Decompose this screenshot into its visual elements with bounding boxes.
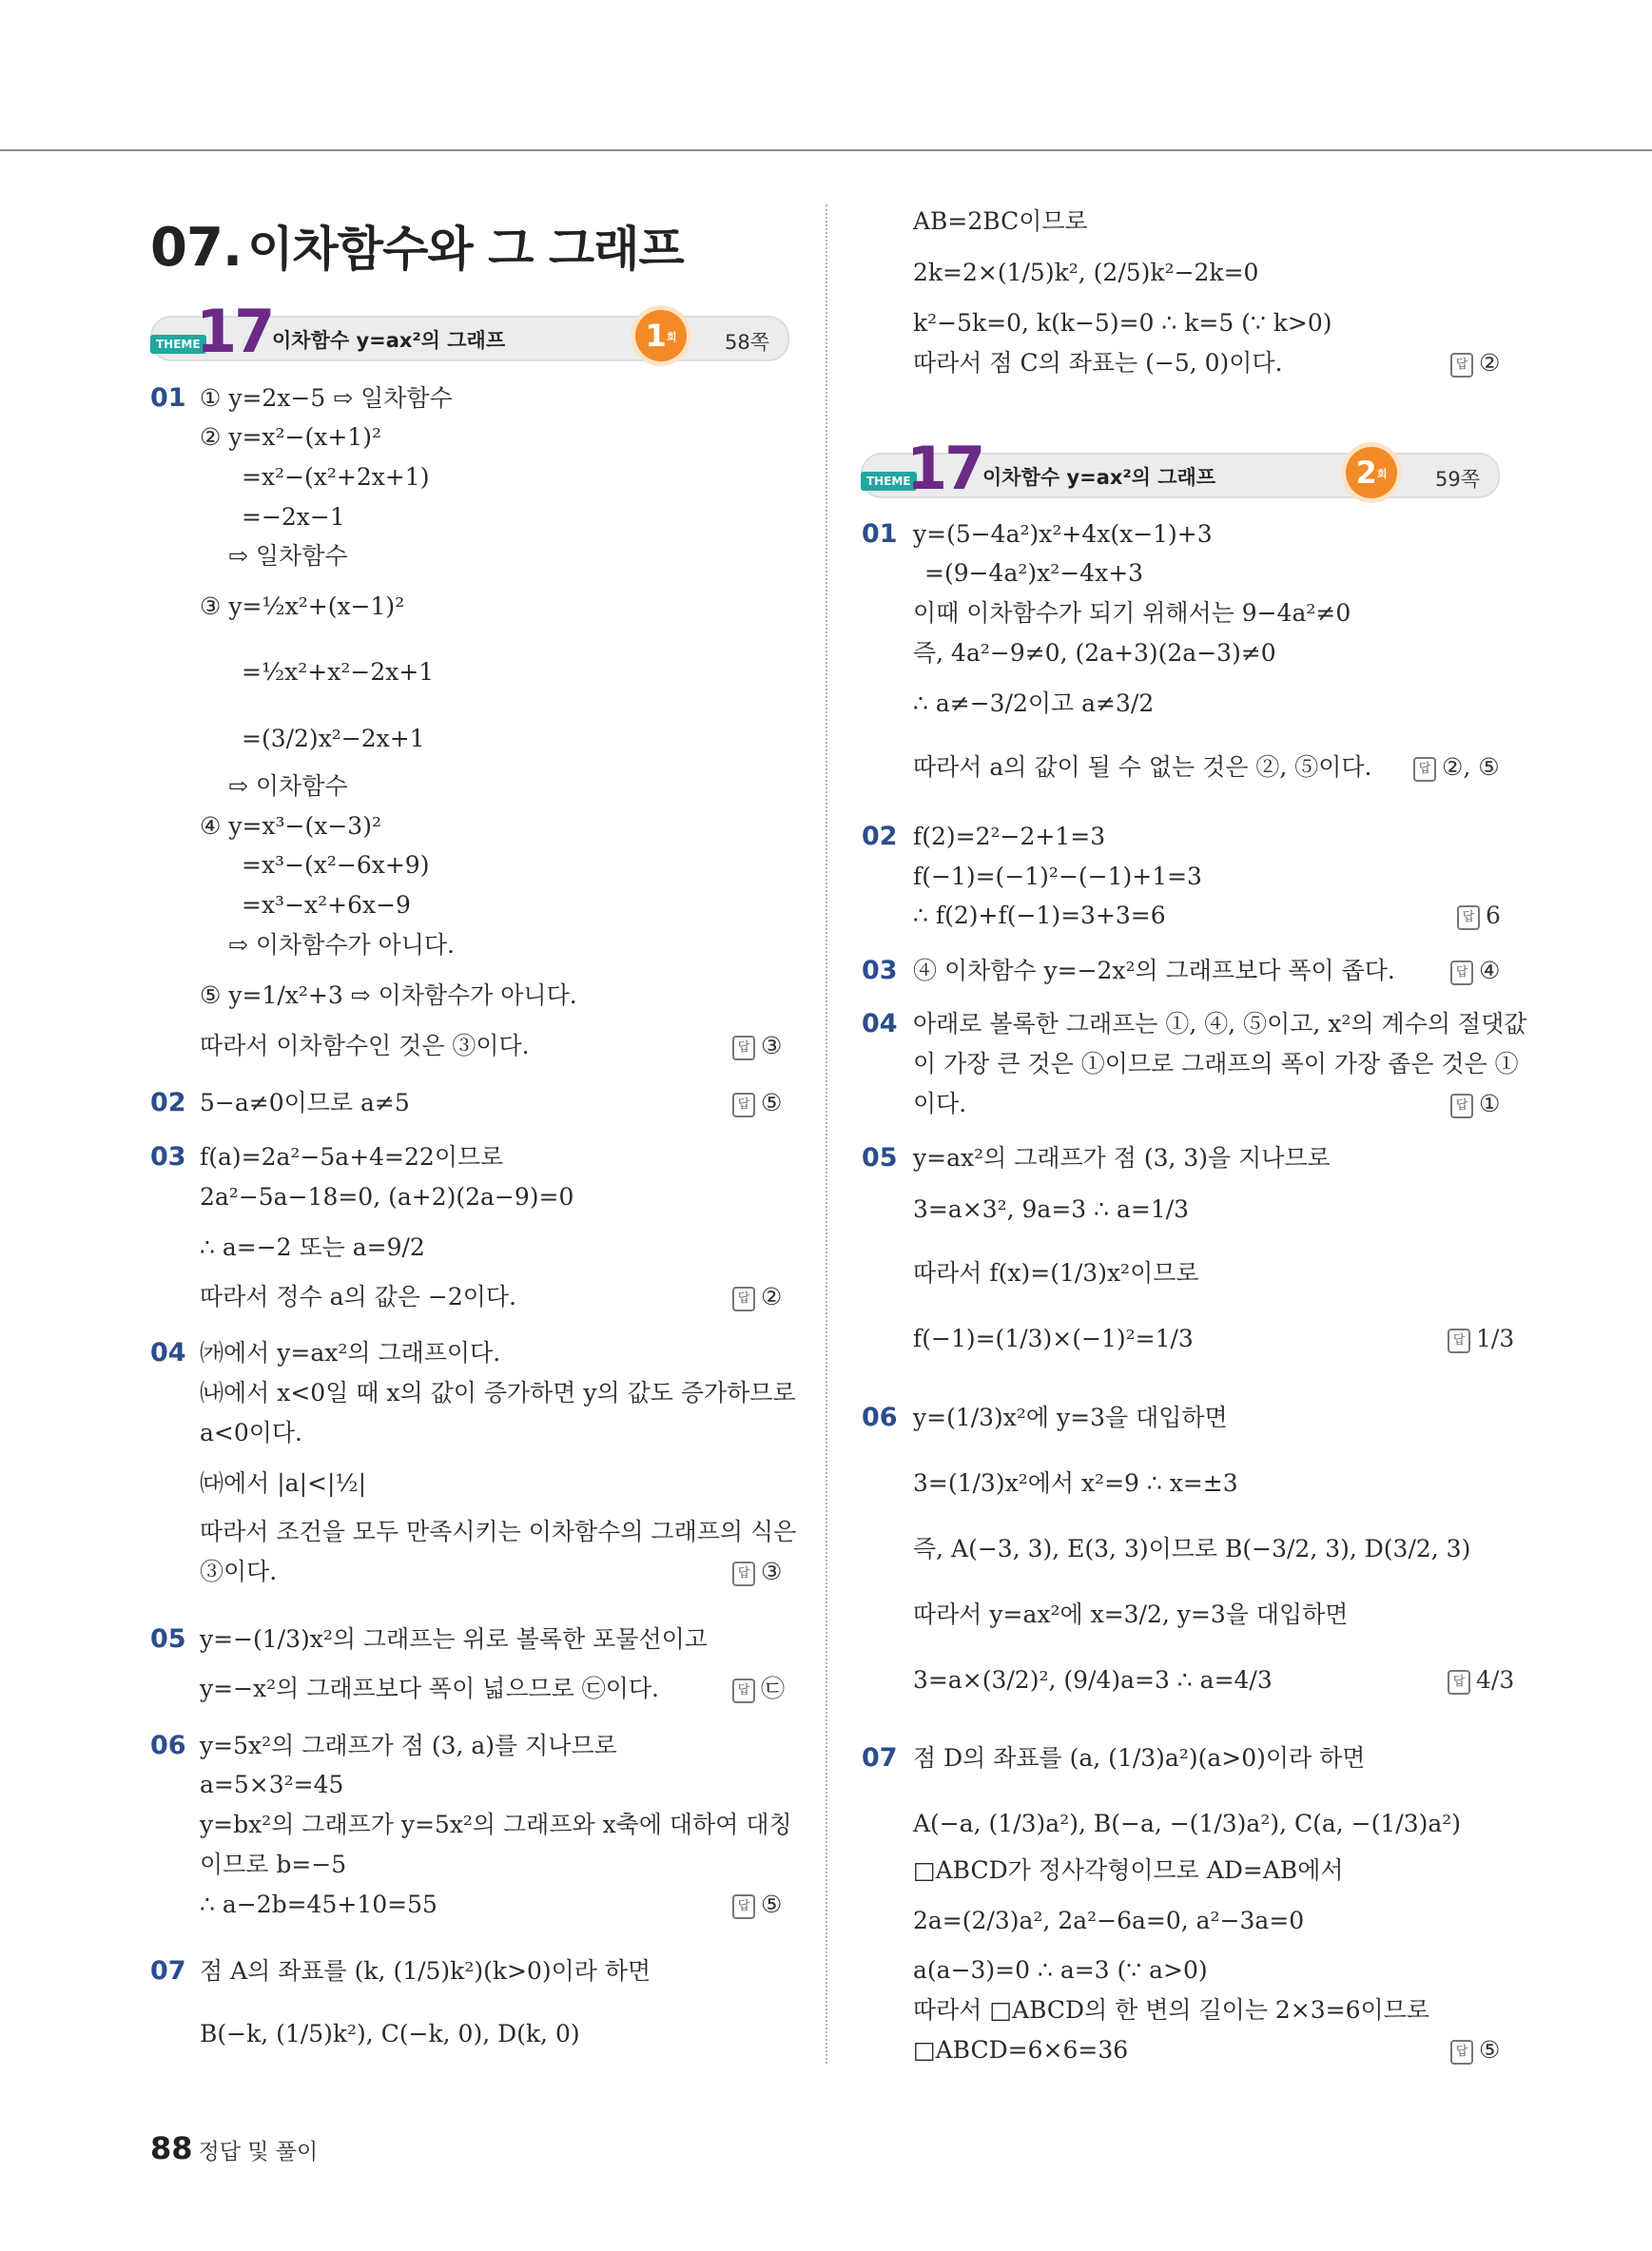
answer-value: 6 [1486,902,1501,929]
answer [732,1675,785,1703]
answer-value: ⑤ [1479,2036,1501,2064]
round-badge [1346,447,1397,498]
solution-line: ⑤ y=1/x²+3 ⇨ 이차함수가 아니다. [200,981,577,1009]
page-number: 88 [150,2130,193,2166]
solution-line: 따라서 y=ax²에 x=3/2, y=3을 대입하면 [913,1601,1349,1628]
solution-line: B(−k, (1/5)k²), C(−k, 0), D(k, 0) [200,2020,580,2047]
question-number: 02 [150,1088,186,1117]
answer [1457,902,1501,930]
footer-label: 정답 및 풀이 [198,2140,319,2164]
answer-icon: 답 [732,1679,755,1703]
answer-value: ③ [761,1032,783,1059]
answer-icon: 답 [1448,1670,1470,1695]
solution-line: 3=a×3², 9a=3 ∴ a=1/3 [913,1195,1190,1223]
theme-title: 이차함수 y=ax²의 그래프 [272,329,506,352]
solution-line: ③이다. [200,1558,278,1585]
solution-line: ⇨ 이차함수가 아니다. [228,931,455,959]
answer [1450,1090,1500,1118]
solution-line: =(3/2)x²−2x+1 [242,725,425,752]
solution-line: ∴ a−2b=45+10=55 [200,1891,437,1918]
column-divider [826,204,827,2064]
solution-line: 2k=2×(1/5)k², (2/5)k²−2k=0 [913,259,1259,286]
solution-line: ② y=x²−(x+1)² [200,423,381,451]
solution-line: y=−(1/3)x²의 그래프는 위로 볼록한 포물선이고 [200,1625,708,1653]
solution-line: 이므로 b=−5 [200,1851,347,1878]
answer-value: 1/3 [1476,1325,1515,1352]
solution-line: 2a²−5a−18=0, (a+2)(2a−9)=0 [200,1183,574,1211]
solution-line: ⇨ 이차함수 [228,772,348,800]
solution-line: 따라서 점 C의 좌표는 (−5, 0)이다. [913,349,1283,377]
solution-line: 점 A의 좌표를 (k, (1/5)k²)(k>0)이라 하면 [200,1957,651,1985]
answer-icon: 답 [732,1562,755,1586]
theme-banner-2 [861,434,1500,503]
answer-icon: 답 [1450,961,1473,985]
answer [732,1032,782,1060]
question-number: 01 [862,519,898,549]
solution-line: k²−5k=0, k(k−5)=0 ∴ k=5 (∵ k>0) [913,309,1332,337]
question-number: 04 [150,1338,186,1368]
solution-line: y=(5−4a²)x²+4x(x−1)+3 [913,520,1213,548]
solution-line: 따라서 이차함수인 것은 ③이다. [200,1032,530,1059]
solution-line: □ABCD=6×6=36 [913,2036,1129,2064]
solution-line: =x³−(x²−6x+9) [242,851,430,879]
answer-icon: 답 [732,1036,755,1060]
theme-tag: THEME [861,472,917,491]
question-number: 03 [862,956,898,985]
solution-line: =(9−4a²)x²−4x+3 [924,559,1144,587]
theme-number: 17 [906,434,983,503]
solution-line: 3=(1/3)x²에서 x²=9 ∴ x=±3 [913,1469,1238,1497]
answer-value: ㉢ [761,1675,786,1702]
solution-line: 3=a×(3/2)², (9/4)a=3 ∴ a=4/3 [913,1666,1273,1694]
solution-line: A(−a, (1/3)a²), B(−a, −(1/3)a²), C(a, −(1/3)a²) [913,1810,1462,1837]
solution-line: AB=2BC이므로 [913,207,1088,235]
question-number: 07 [862,1743,898,1773]
solution-line: y=5x²의 그래프가 점 (3, a)를 지나므로 [200,1732,617,1759]
answer-value: 4/3 [1476,1666,1515,1694]
solution-line: 점 D의 좌표를 (a, (1/3)a²)(a>0)이라 하면 [913,1744,1366,1772]
solution-line: ㈏에서 x<0일 때 x의 값이 증가하면 y의 값도 증가하므로 [200,1379,796,1407]
solution-line: 이다. [913,1090,967,1117]
round-suffix: 회 [666,331,677,343]
solution-line: ∴ a=−2 또는 a=9/2 [200,1233,425,1261]
solution-line: ㈐에서 |a|<|½| [200,1469,367,1497]
question-number: 01 [150,383,186,413]
solution-line: 5−a≠0이므로 a≠5 [200,1089,410,1116]
round-number: 2 [1355,455,1377,491]
answer-value: ② [1479,349,1501,377]
solution-line: f(a)=2a²−5a+4=22이므로 [200,1143,504,1171]
theme-number: 17 [196,297,273,366]
solution-line: 아래로 볼록한 그래프는 ①, ④, ⑤이고, x²의 계수의 절댓값 [913,1010,1527,1038]
solution-line: f(−1)=(1/3)×(−1)²=1/3 [913,1325,1194,1352]
solution-line: y=bx²의 그래프가 y=5x²의 그래프와 x축에 대하여 대칭 [200,1811,792,1838]
round-suffix: 회 [1376,468,1388,480]
solution-line: =x²−(x²+2x+1) [242,463,430,491]
answer-value: ⑤ [761,1891,783,1918]
answer-icon: 답 [732,1093,755,1117]
answer [732,1558,782,1586]
answer-value: ② [761,1283,783,1310]
solution-line: y=−x²의 그래프보다 폭이 넓으므로 ㉢이다. [200,1675,659,1702]
solution-line: ④ 이차함수 y=−2x²의 그래프보다 폭이 좁다. [913,957,1395,984]
solution-line: a(a−3)=0 ∴ a=3 (∵ a>0) [913,1956,1208,1984]
question-number: 05 [862,1143,898,1173]
answer-value: ③ [761,1558,783,1585]
solution-line: f(2)=2²−2+1=3 [913,823,1106,850]
solution-line: 따라서 조건을 모두 만족시키는 이차함수의 그래프의 식은 [200,1518,797,1545]
answer [732,1891,782,1919]
solution-line: 즉, 4a²−9≠0, (2a+3)(2a−3)≠0 [913,639,1276,667]
solution-line: ∴ f(2)+f(−1)=3+3=6 [913,902,1166,929]
question-number: 06 [862,1403,898,1432]
answer-icon: 답 [1457,905,1480,930]
answer-icon: 답 [1450,2040,1473,2065]
answer-icon: 답 [732,1287,755,1311]
answer [1450,349,1500,378]
solution-line: ⇨ 일차함수 [228,542,348,570]
solution-line: a=5×3²=45 [200,1771,344,1798]
solution-line: ③ y=½x²+(x−1)² [200,592,405,620]
answer-icon: 답 [1450,353,1473,378]
solution-line: 즉, A(−3, 3), E(3, 3)이므로 B(−3/2, 3), D(3/2, 3) [913,1535,1471,1562]
chapter-title [150,211,684,280]
answer-icon: 답 [1450,1094,1473,1118]
solution-line: 2a=(2/3)a², 2a²−6a=0, a²−3a=0 [913,1907,1305,1934]
solution-line: 따라서 정수 a의 값은 −2이다. [200,1283,516,1310]
solution-line: 따라서 □ABCD의 한 변의 길이는 2×3=6이므로 [913,1996,1429,2024]
answer [732,1089,782,1117]
top-rule [0,149,1652,151]
solution-line: =−2x−1 [242,503,345,531]
solution-line: f(−1)=(−1)²−(−1)+1=3 [913,863,1202,890]
answer-icon: 답 [732,1894,755,1919]
chapter-number: 07. [150,217,243,279]
question-number: 04 [862,1009,898,1038]
answer [1448,1325,1514,1353]
chapter-title-text: 이차함수와 그 그래프 [247,222,684,277]
theme-title: 이차함수 y=ax²의 그래프 [982,466,1216,489]
solution-line: =½x²+x²−2x+1 [242,658,435,686]
answer [1450,2036,1500,2065]
solution-line: y=ax²의 그래프가 점 (3, 3)을 지나므로 [913,1144,1331,1172]
solution-line: =x³−x²+6x−9 [242,891,411,919]
solution-line: 따라서 a의 값이 될 수 없는 것은 ②, ⑤이다. [913,753,1372,781]
question-number: 05 [150,1624,186,1654]
round-number: 1 [645,318,667,354]
answer-value: ④ [1479,957,1501,984]
solution-line: ㈎에서 y=ax²의 그래프이다. [200,1339,501,1367]
solution-line: 이 가장 큰 것은 ①이므로 그래프의 폭이 가장 좁은 것은 ① [913,1050,1519,1077]
question-number: 02 [862,822,898,851]
solution-line: a<0이다. [200,1419,303,1446]
solution-line: 이때 이차함수가 되기 위해서는 9−4a²≠0 [913,599,1351,627]
answer-value: ②, ⑤ [1442,753,1500,781]
answer [732,1283,782,1311]
round-badge [635,310,687,361]
solution-line: □ABCD가 정사각형이므로 AD=AB에서 [913,1856,1344,1884]
theme-page: 58쪽 [725,331,770,354]
theme-banner-1 [150,297,789,366]
answer-icon: 답 [1448,1329,1470,1353]
question-number: 06 [150,1731,186,1760]
answer-value: ⑤ [761,1089,783,1116]
solution-line: ④ y=x³−(x−3)² [200,812,381,840]
solution-line: ① y=2x−5 ⇨ 일차함수 [200,384,453,412]
page-footer [150,2130,318,2166]
answer-value: ① [1479,1090,1501,1117]
question-number: 07 [150,1956,186,1986]
theme-tag: THEME [150,335,206,354]
answer [1450,957,1500,985]
question-number: 03 [150,1142,186,1172]
solution-line: 따라서 f(x)=(1/3)x²이므로 [913,1259,1199,1287]
answer [1413,753,1500,782]
answer [1448,1666,1514,1695]
answer-icon: 답 [1413,757,1436,782]
solution-line: ∴ a≠−3/2이고 a≠3/2 [913,689,1155,717]
theme-page: 59쪽 [1435,468,1481,491]
solution-line: y=(1/3)x²에 y=3을 대입하면 [913,1404,1228,1431]
